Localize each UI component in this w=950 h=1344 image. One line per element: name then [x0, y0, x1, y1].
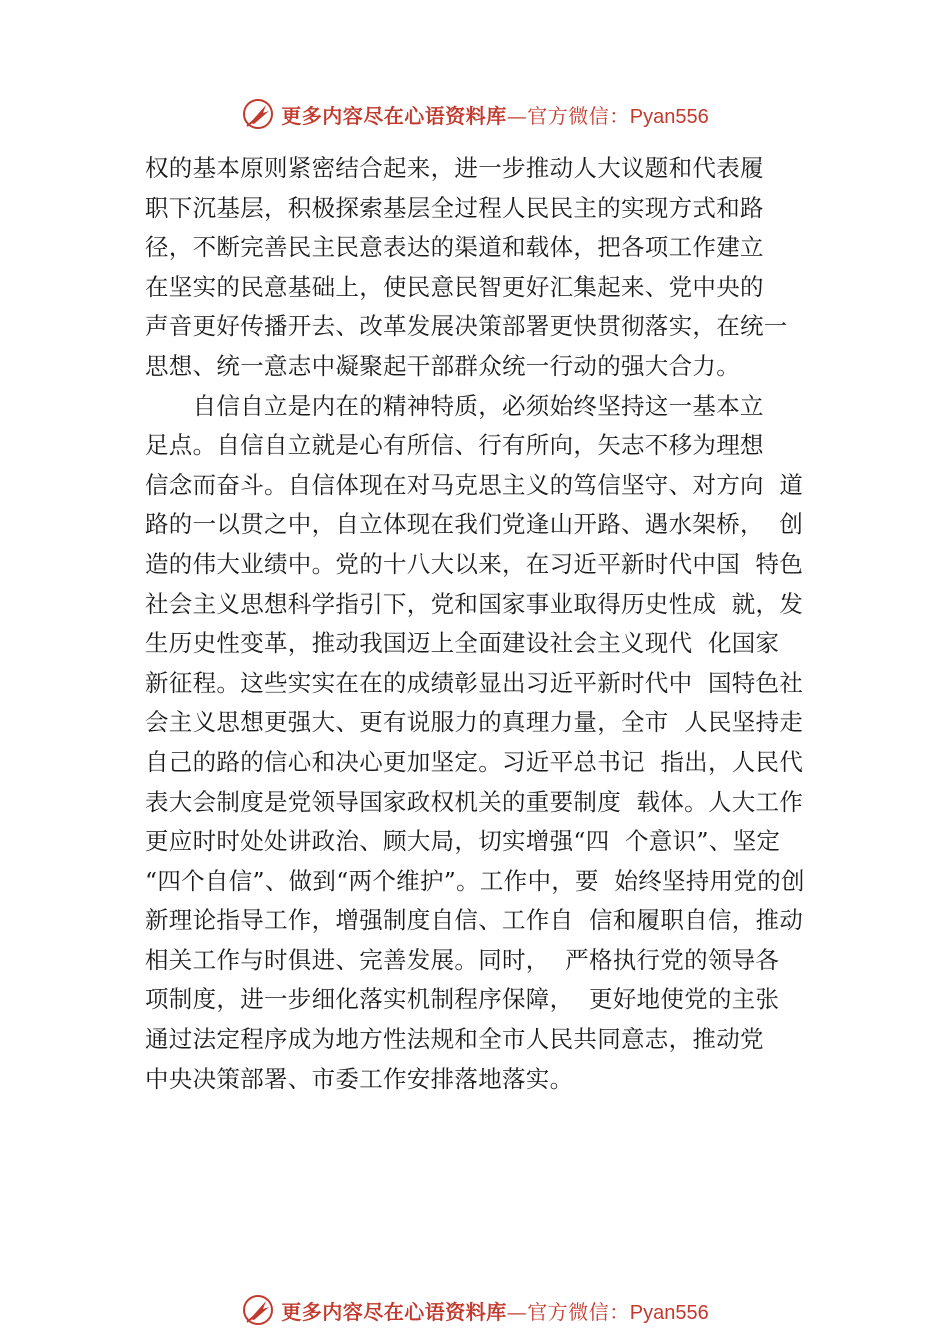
footer-watermark: [0, 1290, 950, 1330]
text-line: 新理论指导工作，增强制度自信、工作自 信和履职自信，推动: [145, 906, 804, 935]
text-line: 通过法定程序成为地方性法规和全市人民共同意志，推动党: [145, 1025, 764, 1054]
watermark-label: 官方微信：: [527, 103, 630, 128]
text-line: 表大会制度是党领导国家政权机关的重要制度 载体。人大工作: [145, 787, 804, 816]
watermark-label: 官方微信：: [527, 1299, 630, 1324]
text-line: 生历史性变革，推动我国迈上全面建设社会主义现代 化国家: [145, 629, 780, 658]
text-line: 项制度，进一步细化落实机制程序保障， 更好地使党的主张: [145, 985, 780, 1014]
text-line: 思想、统一意志中凝聚起干部群众统一行动的强大合力。: [145, 351, 740, 380]
text-line: 新征程。这些实实在在的成绩彰显出习近平新时代中 国特色社: [145, 668, 804, 697]
text-line: 自己的路的信心和决心更加坚定。习近平总书记 指出，人民代: [145, 747, 804, 776]
text-line: “四个自信”、做到“两个维护”。工作中，要 始终坚持用党的创: [145, 866, 805, 895]
text-line: 更应时时处处讲政治、顾大局，切实增强“四 个意识”、坚定: [145, 827, 781, 856]
text-line: 声音更好传播开去、改革发展决策部署更快贯彻落实，在统一: [145, 312, 788, 341]
quill-logo-icon: [241, 1293, 275, 1327]
text-line: 路的一以贯之中，自立体现在我们党逢山开路、遇水架桥， 创: [145, 510, 804, 539]
watermark-text: [281, 100, 708, 129]
text-line: 造的伟大业绩中。党的十八大以来，在习近平新时代中国 特色: [145, 549, 804, 578]
text-line: 中央决策部署、市委工作安排落地落实。: [145, 1064, 574, 1093]
text-line: 自信自立是内在的精神特质，必须始终坚持这一基本立: [145, 391, 764, 420]
watermark-separator: —: [506, 103, 528, 128]
watermark-text: [281, 1296, 708, 1325]
watermark-main: 更多内容尽在心语资料库: [281, 103, 507, 128]
header-watermark: [0, 94, 950, 134]
watermark-wechat-id: Pyan556: [629, 105, 709, 128]
text-line: 相关工作与时俱进、完善发展。同时， 严格执行党的领导各: [145, 945, 780, 974]
text-line: 在坚实的民意基础上，使民意民智更好汇集起来、党中央的: [145, 272, 764, 301]
text-line: 信念而奋斗。自信体现在对马克思主义的笃信坚守、对方向 道: [145, 470, 804, 499]
text-line: 足点。自信自立就是心有所信、行有所向，矢志不移为理想: [145, 431, 764, 460]
document-body: [145, 149, 835, 1099]
text-line: 径，不断完善民主民意表达的渠道和载体，把各项工作建立: [145, 233, 764, 262]
text-line: 会主义思想更强大、更有说服力的真理力量，全市 人民坚持走: [145, 708, 804, 737]
text-line: 权的基本原则紧密结合起来，进一步推动人大议题和代表履: [145, 154, 764, 182]
watermark-wechat-id: Pyan556: [629, 1301, 709, 1324]
quill-logo-icon: [241, 97, 275, 131]
watermark-main: 更多内容尽在心语资料库: [281, 1299, 507, 1324]
text-line: 社会主义思想科学指引下，党和国家事业取得历史性成 就，发: [145, 589, 804, 618]
watermark-separator: —: [506, 1299, 528, 1324]
text-line: 职下沉基层，积极探索基层全过程人民民主的实现方式和路: [145, 193, 764, 222]
